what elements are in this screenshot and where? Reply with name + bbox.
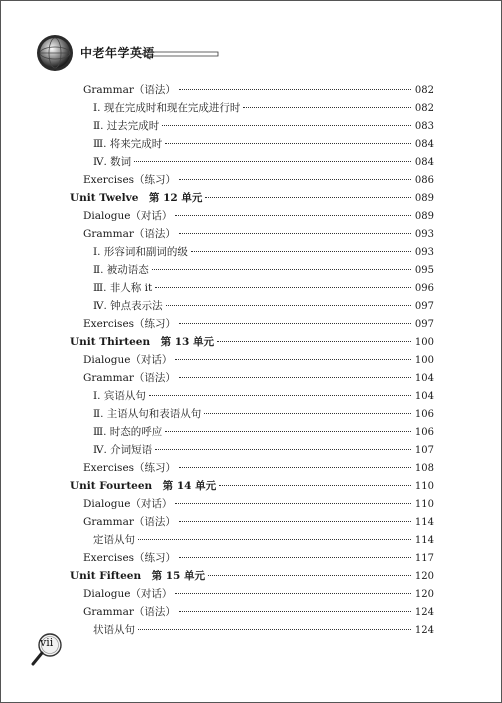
toc-leader-dots (179, 520, 411, 522)
toc-entry-page: 124 (414, 625, 434, 636)
toc-entry-page: 114 (414, 535, 434, 546)
toc-entry-page: 117 (414, 553, 434, 564)
toc-unit-entry (70, 333, 434, 351)
toc-leader-dots (155, 448, 411, 450)
toc-leader-dots (208, 574, 411, 576)
toc-entry-page: 107 (414, 445, 434, 456)
toc-entry (83, 585, 434, 603)
toc-leader-dots (217, 340, 411, 342)
toc-entry (93, 135, 434, 153)
toc-leader-dots (179, 232, 411, 234)
toc-entry-label: Dialogue（对话） (83, 210, 173, 222)
toc-entry-page: 082 (414, 85, 434, 96)
toc-entry-label: 状语从句 (93, 624, 135, 636)
toc-entry-page: 097 (414, 301, 434, 312)
toc-entry (83, 495, 434, 513)
toc-entry-page: 114 (414, 517, 434, 528)
toc-leader-dots (179, 556, 411, 558)
toc-leader-dots (165, 142, 411, 144)
globe-icon (36, 34, 74, 72)
toc-entry (93, 117, 434, 135)
toc-unit-entry (70, 477, 434, 495)
toc-entry-label: Ⅲ. 非人称 it (93, 282, 153, 294)
toc-entry (93, 387, 434, 405)
toc-entry-page: 106 (414, 409, 434, 420)
toc-leader-dots (175, 358, 411, 360)
toc-entry-page: 104 (414, 391, 434, 402)
toc-entry-label: Ⅰ. 宾语从句 (93, 390, 146, 402)
toc-entry (93, 441, 434, 459)
toc-leader-dots (243, 106, 411, 108)
toc-entry-page: 108 (414, 463, 434, 474)
toc-entry-label: Unit Fifteen 第 15 单元 (70, 570, 206, 582)
header-arrow-decoration (140, 47, 220, 61)
toc-entry-page: 089 (414, 193, 434, 204)
toc-entry-label: Ⅳ. 数词 (93, 156, 132, 168)
toc-entry-page: 086 (414, 175, 434, 186)
toc-entry-page: 100 (414, 337, 434, 348)
toc-entry (83, 549, 434, 567)
toc-entry (93, 297, 434, 315)
toc-unit-entry (70, 567, 434, 585)
toc-entry-label: Dialogue（对话） (83, 498, 173, 510)
toc-entry (83, 603, 434, 621)
toc-entry-label: Ⅰ. 现在完成时和现在完成进行时 (93, 102, 241, 114)
toc-leader-dots (179, 610, 411, 612)
toc-entry-page: 100 (414, 355, 434, 366)
toc-entry-page: 096 (414, 283, 434, 294)
toc-entry-page: 097 (414, 319, 434, 330)
toc-entry-label: Grammar（语法） (83, 228, 176, 240)
toc-entry (93, 99, 434, 117)
toc-entry-page: 104 (414, 373, 434, 384)
toc-entry-page: 084 (414, 157, 434, 168)
toc-entry (83, 315, 434, 333)
toc-entry (83, 81, 434, 99)
toc-entry-page: 110 (414, 481, 434, 492)
toc-entry-label: Ⅱ. 过去完成时 (93, 120, 160, 132)
toc-entry (83, 459, 434, 477)
running-header (36, 34, 186, 74)
toc-entry-page: 084 (414, 139, 434, 150)
toc-entry-label: Exercises（练习） (83, 552, 177, 564)
toc-entry-label: Exercises（练习） (83, 174, 177, 186)
toc-entry-label: Ⅰ. 形容词和副词的级 (93, 246, 188, 258)
toc-leader-dots (152, 268, 411, 270)
toc-entry-page: 093 (414, 247, 434, 258)
toc-leader-dots (179, 322, 411, 324)
toc-entry-label: Ⅳ. 介词短语 (93, 444, 153, 456)
toc-leader-dots (166, 304, 411, 306)
toc-entry-label: Grammar（语法） (83, 84, 176, 96)
toc-entry-label: Exercises（练习） (83, 462, 177, 474)
toc-leader-dots (175, 502, 411, 504)
toc-entry (83, 351, 434, 369)
toc-leader-dots (138, 628, 411, 630)
toc-leader-dots (165, 430, 411, 432)
toc-entry-page: 110 (414, 499, 434, 510)
toc-entry-label: Grammar（语法） (83, 516, 176, 528)
toc-entry-page: 120 (414, 589, 434, 600)
toc-entry-label: Unit Fourteen 第 14 单元 (70, 480, 217, 492)
toc-leader-dots (155, 286, 411, 288)
toc-entry (93, 621, 434, 639)
toc-leader-dots (179, 376, 411, 378)
toc-leader-dots (138, 538, 411, 540)
toc-entry (83, 369, 434, 387)
toc-leader-dots (134, 160, 411, 162)
toc-leader-dots (204, 412, 411, 414)
toc-entry-page: 106 (414, 427, 434, 438)
toc-entry-label: Ⅳ. 钟点表示法 (93, 300, 163, 312)
toc-entry-label: Unit Thirteen 第 13 单元 (70, 336, 215, 348)
toc-entry-page: 120 (414, 571, 434, 582)
toc-entry (93, 405, 434, 423)
toc-leader-dots (175, 214, 411, 216)
toc-entry-page: 082 (414, 103, 434, 114)
toc-entry-page: 093 (414, 229, 434, 240)
book-title: 中老年学英语 (80, 46, 156, 60)
toc-leader-dots (179, 178, 411, 180)
toc-entry (83, 171, 434, 189)
toc-entry-label: Unit Twelve 第 12 单元 (70, 192, 203, 204)
toc-entry (83, 225, 434, 243)
toc-unit-entry (70, 189, 434, 207)
toc-leader-dots (179, 466, 411, 468)
toc-entry-page: 083 (414, 121, 434, 132)
toc-entry-label: Ⅱ. 主语从句和表语从句 (93, 408, 202, 420)
toc-entry (93, 261, 434, 279)
toc-entry (93, 153, 434, 171)
toc-leader-dots (162, 124, 411, 126)
toc-entry-page: 089 (414, 211, 434, 222)
toc-leader-dots (219, 484, 411, 486)
toc-entry-label: Grammar（语法） (83, 372, 176, 384)
toc-leader-dots (179, 88, 411, 90)
toc-entry-label: Ⅲ. 将来完成时 (93, 138, 163, 150)
page-number-roman: vii (40, 636, 54, 649)
toc-entry-label: Ⅱ. 被动语态 (93, 264, 149, 276)
toc-entry (83, 513, 434, 531)
toc-entry-label: Ⅲ. 时态的呼应 (93, 426, 163, 438)
toc-entry (93, 531, 434, 549)
toc-leader-dots (205, 196, 411, 198)
toc-entry-page: 095 (414, 265, 434, 276)
toc-leader-dots (149, 394, 411, 396)
toc-entry-page: 124 (414, 607, 434, 618)
toc-leader-dots (175, 592, 411, 594)
toc-entry (93, 279, 434, 297)
toc-entry-label: 定语从句 (93, 534, 135, 546)
toc-entry (93, 243, 434, 261)
toc-entry-label: Dialogue（对话） (83, 354, 173, 366)
toc-entry-label: Exercises（练习） (83, 318, 177, 330)
toc-leader-dots (191, 250, 411, 252)
toc-entry (83, 207, 434, 225)
toc-entry-label: Grammar（语法） (83, 606, 176, 618)
toc-entry (93, 423, 434, 441)
toc-entry-label: Dialogue（对话） (83, 588, 173, 600)
